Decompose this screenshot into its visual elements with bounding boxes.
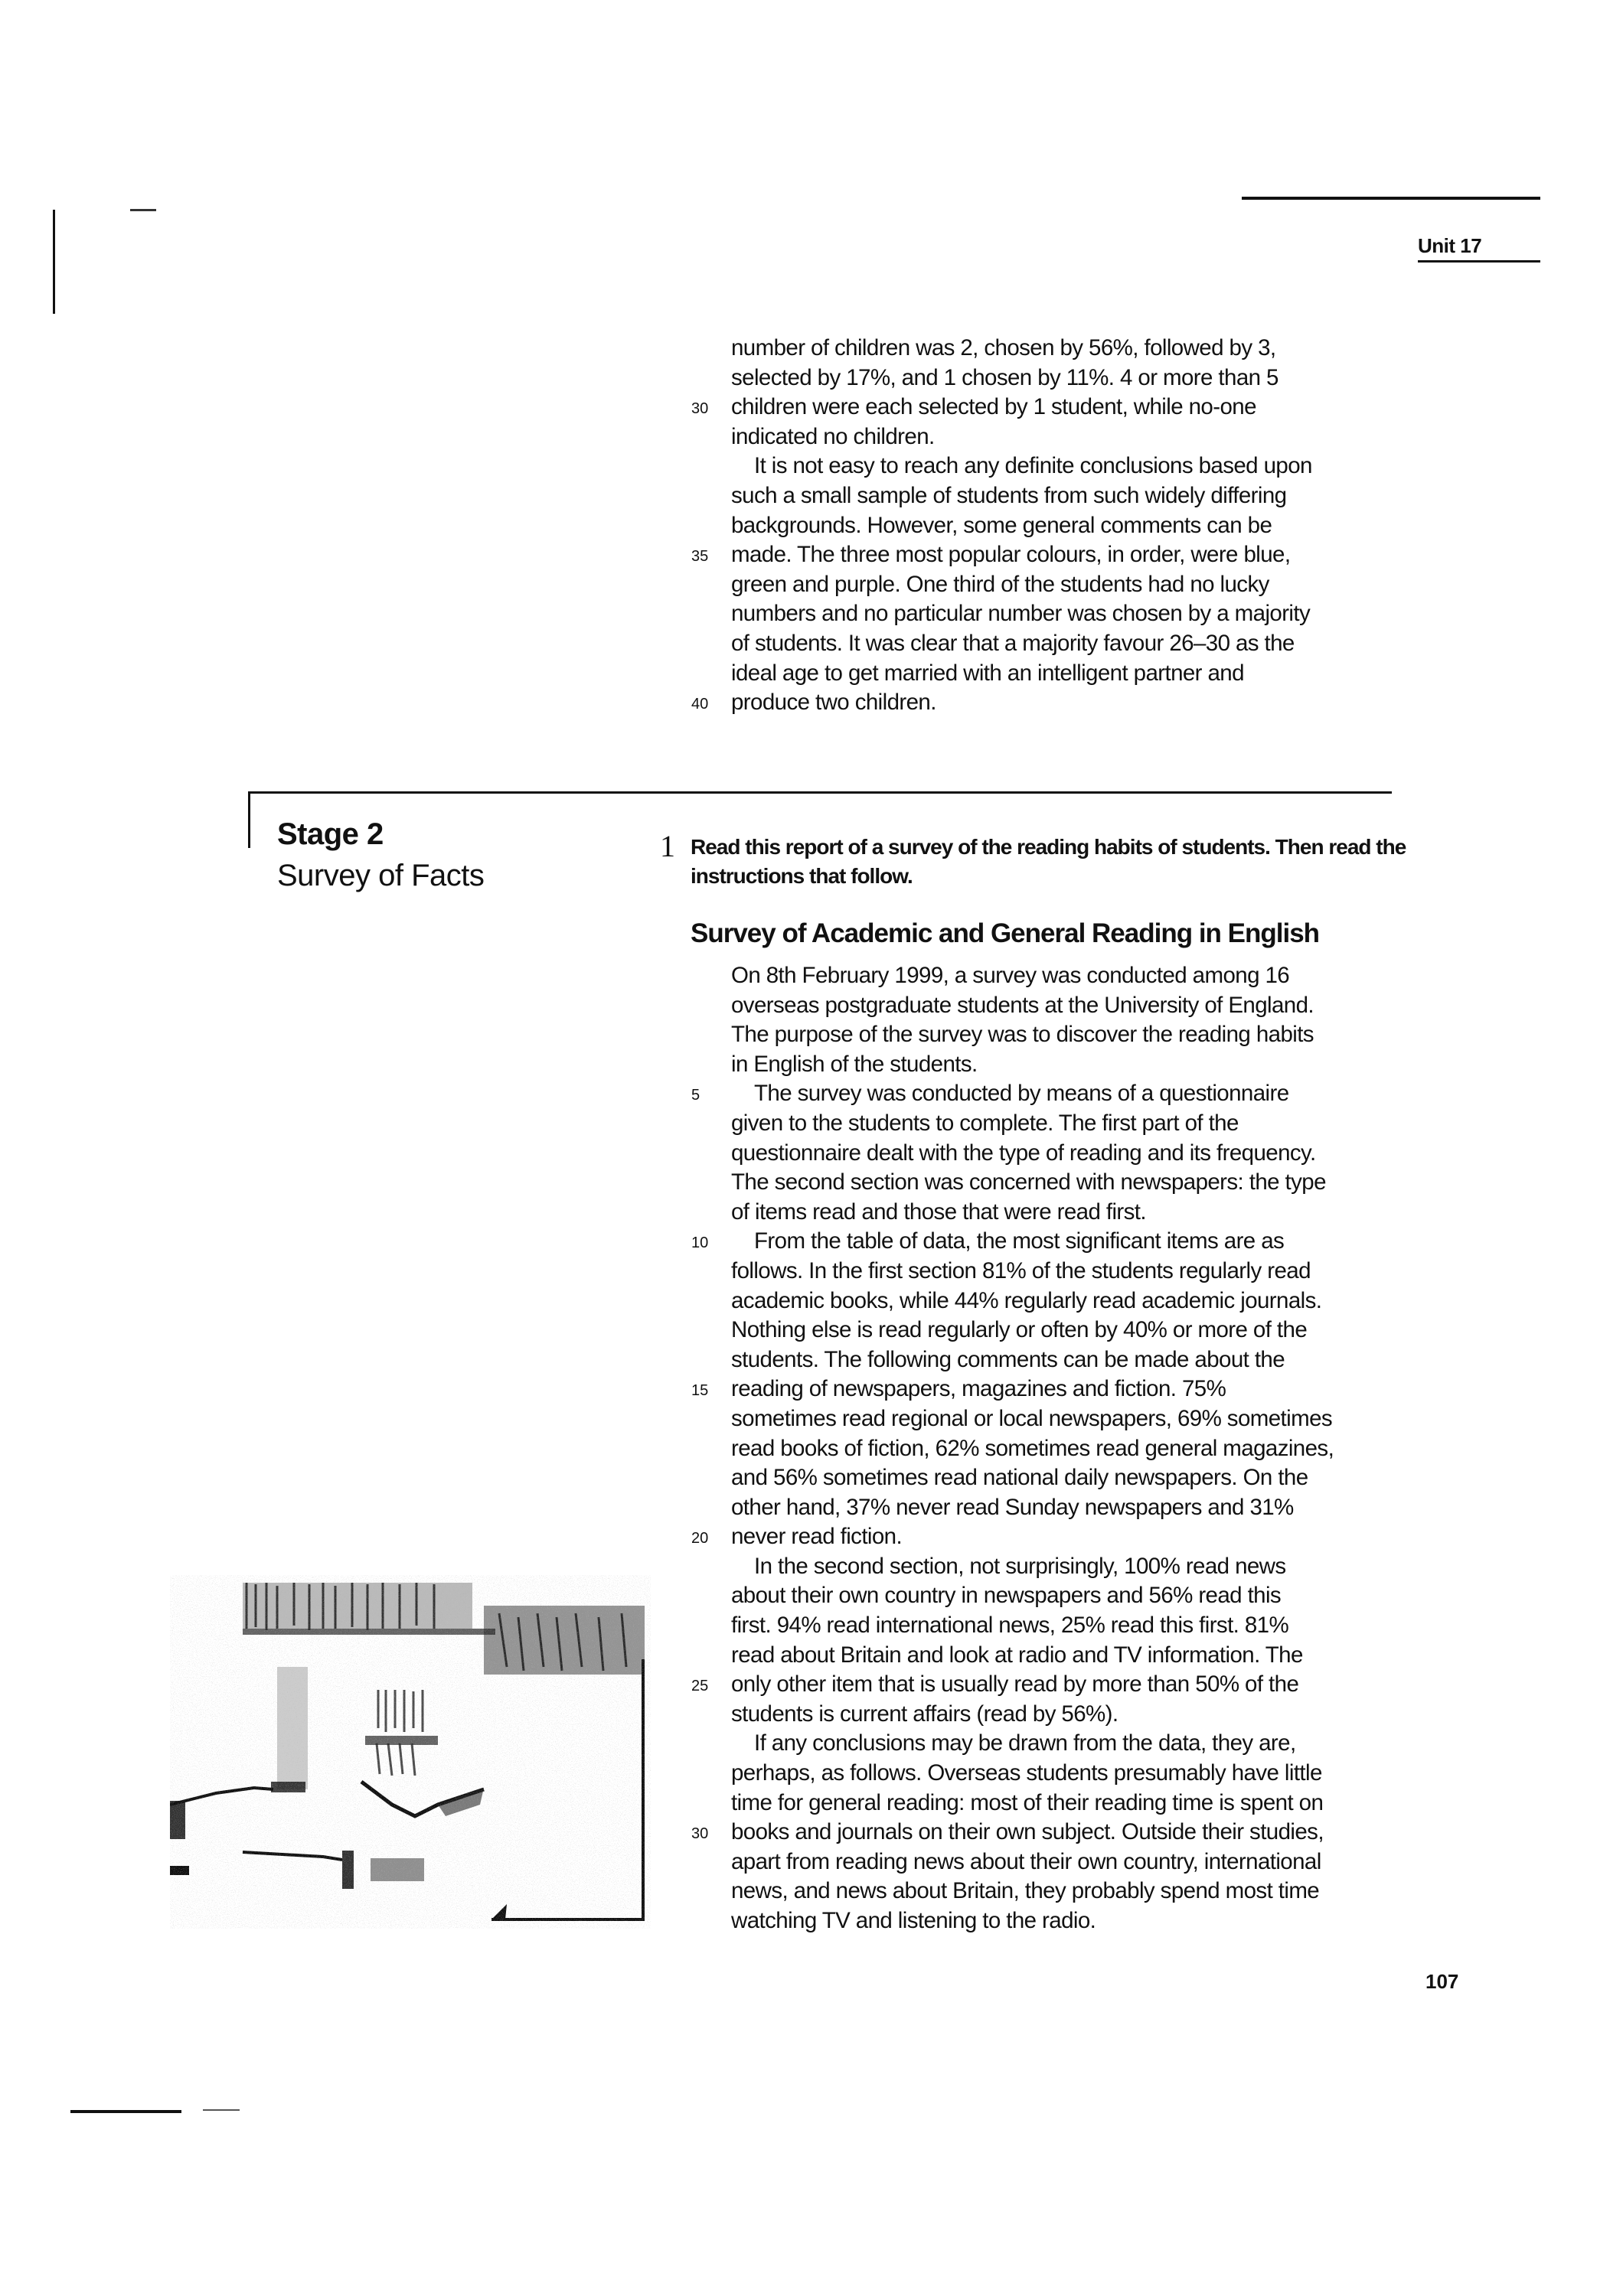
line-number: 25: [691, 1678, 709, 1695]
line-number: 20: [691, 1530, 709, 1548]
text-line: [731, 1345, 1405, 1375]
text-line: [731, 1463, 1405, 1493]
line-number: 40: [691, 696, 709, 713]
line-text: students is current affairs (read by 56%).: [731, 1701, 1118, 1727]
line-text: news, and news about Britain, they probably spend most time: [731, 1878, 1320, 1904]
line-text: about their own country in newspapers and 56% read this: [731, 1583, 1282, 1609]
line-text: follows. In the first section 81% of the students regularly read: [731, 1257, 1311, 1283]
line-text: From the table of data, the most significant items are as: [754, 1228, 1285, 1254]
text-line: [731, 1168, 1405, 1198]
text-line: [731, 1552, 1405, 1582]
text-line: [691, 1227, 1405, 1257]
line-text: in English of the students.: [731, 1051, 978, 1077]
line-text: never read fiction.: [731, 1524, 903, 1550]
line-text: On 8th February 1999, a survey was conducted among 16: [731, 963, 1290, 988]
report-title: Survey of Academic and General Reading in English: [691, 918, 1320, 948]
line-text: reading of newspapers, magazines and fiction. 75%: [731, 1376, 1226, 1402]
line-text: If any conclusions may be drawn from the data, they are,: [754, 1730, 1296, 1756]
text-line: [731, 1434, 1405, 1464]
line-text: The second section was concerned with newspapers: the type: [731, 1169, 1326, 1195]
text-line: [731, 511, 1405, 541]
text-line: [731, 570, 1405, 600]
line-text: perhaps, as follows. Overseas students presumably have little: [731, 1760, 1322, 1786]
line-text: and 56% sometimes read national daily newspapers. On the: [731, 1465, 1308, 1491]
text-line: [731, 1700, 1405, 1730]
line-text: read about Britain and look at radio and TV information. The: [731, 1642, 1303, 1668]
page-number: 107: [1425, 1970, 1459, 1993]
text-line: [731, 1050, 1405, 1080]
line-text: sometimes read regional or local newspapers, 69% sometimes: [731, 1405, 1333, 1431]
line-number: 35: [691, 548, 709, 566]
text-line: [731, 364, 1405, 393]
line-number: 10: [691, 1234, 709, 1252]
line-text: numbers and no particular number was chosen by a majority: [731, 601, 1311, 627]
scan-bottom-mark-short: [203, 2109, 240, 2111]
text-line: [691, 1522, 1405, 1552]
line-number: 30: [691, 1825, 709, 1843]
report-body: [691, 961, 1405, 1936]
unit-label: Unit 17: [1418, 234, 1482, 257]
library-photo: [170, 1575, 651, 1929]
text-line: [731, 1139, 1405, 1169]
line-text: given to the students to complete. The first part of the: [731, 1110, 1239, 1136]
text-line: [731, 629, 1405, 659]
text-line: [731, 1316, 1405, 1345]
text-line: [691, 540, 1405, 570]
text-line: [731, 1611, 1405, 1641]
stage-subtitle: Survey of Facts: [277, 859, 485, 892]
line-text: children were each selected by 1 student, while no-one: [731, 394, 1256, 420]
line-text: ideal age to get married with an intelligent partner and: [731, 660, 1244, 686]
text-line: [691, 393, 1405, 422]
line-text: only other item that is usually read by more than 50% of the: [731, 1671, 1299, 1698]
text-line: [731, 1729, 1405, 1759]
text-line: [731, 334, 1405, 364]
library-photo-image: [170, 1575, 651, 1929]
line-text: of students. It was clear that a majority favour 26–30 as the: [731, 630, 1295, 656]
line-text: academic books, while 44% regularly read academic journals.: [731, 1287, 1322, 1313]
text-line: [731, 1581, 1405, 1611]
text-line: [731, 1404, 1405, 1434]
text-line: [731, 1020, 1405, 1050]
scan-bottom-mark: [70, 2110, 181, 2113]
line-text: watching TV and listening to the radio.: [731, 1908, 1096, 1933]
unit-underline: [1418, 260, 1540, 263]
line-text: green and purple. One third of the students had no lucky: [731, 571, 1269, 597]
text-line: [731, 1641, 1405, 1671]
text-line: [691, 688, 1405, 718]
text-line: [731, 1759, 1405, 1789]
text-line: [731, 422, 1405, 452]
line-text: such a small sample of students from such widely differing: [731, 482, 1287, 508]
text-line: [731, 1109, 1405, 1139]
line-text: The purpose of the survey was to discover the reading habits: [731, 1022, 1314, 1048]
line-number: 15: [691, 1382, 709, 1400]
text-line: [731, 1877, 1405, 1906]
text-line: [691, 1818, 1405, 1848]
line-text: In the second section, not surprisingly, 100% read news: [754, 1553, 1286, 1579]
text-line: [691, 1670, 1405, 1700]
line-text: of items read and those that were read first.: [731, 1199, 1146, 1225]
header-rule: [1242, 197, 1540, 200]
line-text: selected by 17%, and 1 chosen by 11%. 4 or more than 5: [731, 364, 1278, 390]
text-line: [731, 599, 1405, 629]
line-text: Nothing else is read regularly or often by 40% or more of the: [731, 1317, 1308, 1343]
line-text: indicated no children.: [731, 423, 935, 449]
line-number: 5: [691, 1087, 700, 1104]
line-text: apart from reading news about their own country, international: [731, 1848, 1321, 1874]
scan-dash-mark: [130, 209, 156, 211]
text-line: [691, 1375, 1405, 1404]
text-line: [731, 1257, 1405, 1287]
text-line: [691, 1079, 1405, 1109]
line-text: questionnaire dealt with the type of reading and its frequency.: [731, 1140, 1316, 1166]
line-text: students. The following comments can be made about the: [731, 1346, 1285, 1372]
stage-rule: [248, 791, 1392, 794]
text-line: [731, 659, 1405, 689]
text-line: [731, 1789, 1405, 1818]
line-text: number of children was 2, chosen by 56%, followed by 3,: [731, 335, 1276, 360]
text-line: [731, 1848, 1405, 1877]
stage-rule-corner: [248, 791, 250, 848]
text-line: [731, 961, 1405, 991]
line-text: first. 94% read international news, 25% read this first. 81%: [731, 1613, 1289, 1639]
task-number: 1: [660, 829, 675, 863]
text-line: [731, 452, 1405, 481]
stage-title: Stage 2: [277, 817, 384, 851]
line-text: read books of fiction, 62% sometimes read general magazines,: [731, 1435, 1334, 1461]
line-text: overseas postgraduate students at the University of England.: [731, 992, 1314, 1018]
task-instruction: Read this report of a survey of the reading habits of students. Then read the instructions that follow.: [691, 835, 1406, 888]
text-line: [731, 481, 1405, 511]
line-number: 30: [691, 400, 709, 418]
line-text: time for general reading: most of their reading time is spent on: [731, 1789, 1324, 1815]
scan-margin-line: [53, 210, 55, 314]
line-text: produce two children.: [731, 690, 936, 716]
continued-text-block: [691, 334, 1405, 718]
line-text: books and journals on their own subject. Outside their studies,: [731, 1819, 1324, 1845]
text-line: [731, 1906, 1405, 1936]
text-line: [731, 1287, 1405, 1316]
line-text: The survey was conducted by means of a questionnaire: [754, 1081, 1289, 1107]
text-line: [731, 991, 1405, 1021]
line-text: backgrounds. However, some general comments can be: [731, 512, 1272, 538]
line-text: It is not easy to reach any definite conclusions based upon: [754, 453, 1312, 479]
text-line: [731, 1493, 1405, 1523]
line-text: made. The three most popular colours, in order, were blue,: [731, 542, 1291, 568]
text-line: [731, 1198, 1405, 1228]
line-text: other hand, 37% never read Sunday newspapers and 31%: [731, 1494, 1294, 1520]
